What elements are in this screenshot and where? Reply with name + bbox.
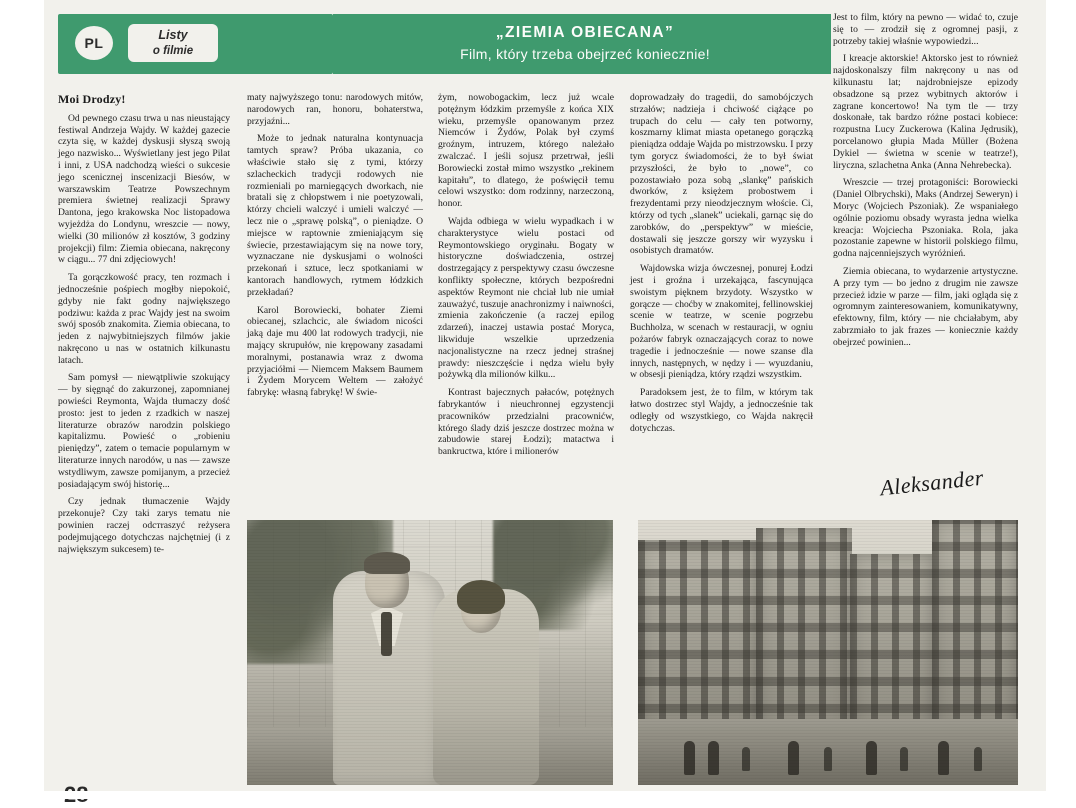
paragraph: Ta gorączkowość pracy, ten rozmach i jednocześnie pośpiech mogłby niepokoić, gdyby nie fakt godny największego podziwu: każda z prac Wajdy jest na swoim swój sposób znakomita. Ziemia obiecana, to jeden z najwybitniejszych filmów jakie nakręcono u nas w ostatnich kilkunastu latach. [58, 272, 230, 366]
text-column-5 [833, 12, 1018, 355]
article-title: „ZIEMIA OBIECANA” [495, 24, 675, 41]
article-title-block [345, 24, 825, 62]
author-signature: Aleksander [878, 464, 985, 501]
paragraph: I kreacje aktorskie! Aktorsko jest to również najdoskonalszy film nakręcony u nas od kilkunastu lat; najdrobniejsze epizody obsadzone są przez wybitnych aktorów i zagrane koncertowo! Na tym tle — trzy doskonałe, tak bardzo różne postaci kobiece: rozpustna Lucy Zuckerowa (Kalina Jędrusik), porcelanowo głupia Mada Müller (Bożena Dykiel — świetna w scenie w teatrze!), liryczna, szlachetna Anka (Anna Nehrebecka). [833, 53, 1018, 171]
paragraph: Ziemia obiecana, to wydarzenie artystyczne. A przy tym — bo jedno z drugim nie zawsze przecież idzie w parze — film, jaki ogląda się z ogromnym zainteresowaniem, komunikatywny, efektowny, film, który — nie chciałabym, aby zabrzmiało to jak frazes — koniecznie każdy obejrzeć powinien... [833, 265, 1018, 348]
paragraph: maty najwyższego tonu: narodowych mitów, narodowych ran, honoru, bohaterstwa, przyjaźni... [247, 92, 423, 127]
paragraph: Czy jednak tłumaczenie Wajdy przekonuje? Czy taki zarys tematu nie powinien raczej odстraszyć reżysera podejmującego dotychczas najchętniej (i z największym sukcesem) te- [58, 496, 230, 555]
article-subtitle: Film, który trzeba obejrzeć koniecznie! [460, 46, 710, 62]
photo-building [756, 528, 852, 740]
text-column-4 [630, 92, 813, 440]
photo-building-windows [932, 520, 1018, 740]
listy-badge-line1: Listy [158, 28, 188, 42]
text-column-2 [247, 92, 423, 405]
photo-figure [708, 741, 719, 775]
photo-figure-woman-hair [457, 580, 505, 614]
paragraph: doprowadzały do tragedii, do samobójczych strzałów; nadzieja i chciwość ciążące po trupach do celu — cały ten potworny, koszmarny klimat miasta opetanego gorączką pieniądza oddaje Wajda po mistrzowsku. I przy tym gorycz świadomości, że to był świat przyszłości, że było to „nowe”, co pozostawiało poza sobą „slankę” pańskich dworków, z księżem probostwem i frezydentami przy nieodzjecznym włoście. Ci, którzy od tych „slanek” uciekali, garnąc się do zarobków, do „perspektyw” w mieście, dostawali się jeszcze gorszy wir wyzysku i osobistych dramatów. [630, 92, 813, 257]
paragraph: Sam pomysł — niewątpliwie szokujący — by sięgnąć do zakurzonej, zapomnianej powieści Reymonta, Wajda tłumaczy dość prosto: jest to jeden z rzadkich w naszej literaturze obrazów narodzin polskiego kapitalizmu. Powieść o „robieniu pieniędzy”, zatem o temacie popularnym w literaturze innych narodów, u nas — zawsze wstydliwym, zawsze pomijanym, a przecież posiadającym swój historię... [58, 372, 230, 490]
country-badge-label: PL [84, 35, 104, 51]
photo-figure [974, 747, 982, 771]
photo-figure [684, 741, 695, 775]
photo-figure [900, 747, 908, 771]
photo-figure-man-tie [381, 612, 392, 656]
paragraph: Wajdowska wizja ówczesnej, ponurej Łodzi jest i groźna i urzekająca, fascynująca swoistym pięknem brzydoty. Wszystko w gorącze — choćby w znakomitej, fellinowskiej scenie w teatrze, w scenie pogrzebu Buchholza, w scenach w restauracji, w ogniu pożarów fabryk oznaczających coraz to nowe tragedie i jednocześnie — nowe szanse dla innych, następnych, w nędzy i — wyuzdaniu, w obsesji pieniądza, który rządzi wszystkim. [630, 263, 813, 381]
photo-building-windows [638, 540, 758, 740]
photo-building [932, 520, 1018, 740]
photo-figure [866, 741, 877, 775]
photo-figure-man-hair [364, 552, 410, 574]
paragraph: Kontrast bajecznych pałaców, potężnych fabrykantów i nieuchronnej egzystencji pracowników przedzialni pracownićw, którego ślady dziś jeszcze dostrzec można w zabudowie starej Łodzi); matactwa i bankructwa, które i milionerów [438, 387, 614, 458]
text-column-3 [438, 92, 614, 464]
photo-figure [788, 741, 799, 775]
photo-couple [247, 520, 613, 785]
paragraph: Jest to film, który na pewno — widać to, czuje się to — zrodził się z ogromnej pasji, z potrzeby takiej właśnie wypowiedzi... [833, 12, 1018, 47]
page-edge-left [0, 0, 44, 799]
photo-figure [824, 747, 832, 771]
paragraph: Paradoksem jest, że to film, w którym tak łatwo dostrzec styl Wajdy, a jednocześnie tak odległy od wszystkiego, co Wajda nakręcił dotychczas. [630, 387, 813, 434]
photo-figure [742, 747, 750, 771]
paragraph: żym, nowobogackim, lecz już wcale potężnym łódzkim przemyśle z końca XIX wieku, przemyśle opanowanym przez Niemców i Żydów, Polak był czymś groźnym, intruzem, którego należało zwalczać. I jeśli sojusz przetrwał, jeśli Borowiecki został mimo wszystko „rekinem kapitału”, to dlatego, że poświęcił temu celowi wszystko: dom rodzinny, narzeczoną, honor. [438, 92, 614, 210]
salutation: Moi Drodzy! [58, 92, 126, 106]
text-column-1 [58, 92, 230, 561]
photo-couple-content [247, 520, 613, 785]
photo-building-windows [756, 528, 852, 740]
photo-street [638, 520, 1018, 785]
paragraph: Od pewnego czasu trwa u nas nieustający festiwal Andrzeja Wajdy. W każdej gazecie czyta się, w każdej dyskusji słyszą swoją jego nazwisko... Wyświetlany jest jego Pilat i inni, z USA nadchodzą wieści o sukcesie jego scenicznej inscenizacji Biesów, w warszawskim Teatrze Powszechnym premiera świetnej realizacji Sprawy Dantona, jego krakowska Noc listopadowa wyjeżdża do Londynu, wreszcie — nowy, wielki (30 milionów zł kosztów, 3 godziny projekcji) film: Ziemia obiecana, nakręcony w ciągu... 77 dni zdjęciowych! [58, 112, 230, 266]
photo-building [850, 554, 934, 740]
listy-badge-line2: o filmie [152, 44, 194, 57]
listy-o-filmie-badge [128, 24, 218, 62]
page-edge-bottom [0, 791, 1076, 799]
paragraph: Karol Borowiecki, bohater Ziemi obiecanej, szlachcic, ale świadom nicości jaką daje mu 400 lat rodowych tradycji, nie mający skrupułów, nie krępowany zasadami moralnymi, postanawia wraz z dwoma przyjaciółmi — Niemcem Maksem Baumem i Żydem Morycem Weltem — założyć fabrykę: własną fabrykę! W świe- [247, 304, 423, 399]
photo-building [638, 540, 758, 740]
photo-street-content [638, 520, 1018, 785]
paragraph: Może to jednak naturalna kontynuacja tamtych spraw? Próba ukazania, co właściwie stało się z tymi, którzy szlacheckich tradycji rodowych nie rozmieniali po marniegących dworkach, nie bratali się z chłopstwem i nie poetyzowali, którzy chcieli walczyć i umieli walczyć — lecz nie o „sprawę polską”, o pieniądze. O miejsce w raptownie zmieniającym się świecie, przestawiającym się na nowe tory, wyznaczane nie dyskusjami o wolności przekonań i sztuce, lecz spotkaniami w kantorach handlowych, rytmem łódzkich przekładań? [247, 133, 423, 298]
paragraph: Wajda odbiega w wielu wypadkach i w charakterystyce wielu postaci od Reymontowskiego oryginału. Bogaty w historyczne doświadczenia, ostrzej dostrzegający z perspektywy czasu ówczesne konflikty społeczne, których bezpośredni aspektów Reymont nie chciał lub nie umiał zauważyć, tuszuje anachronizmy i naiwności, zmienia zakończenie (a raczej epilog zdarzeń), inaczej ustawia postać Moryca, likwiduje wszelkie uprzedzenia nacjonalistyczne na rzecz jednej straśnej prawdy: nieszczęście i nędza wielu były pożywką dla milionów kilku... [438, 215, 614, 381]
page-edge-right [1046, 0, 1076, 799]
photo-building-windows [850, 554, 934, 740]
country-badge [75, 26, 113, 60]
photo-figure [938, 741, 949, 775]
paragraph: Wreszcie — trzej protagoniści: Borowiecki (Daniel Olbrychski), Maks (Andrzej Seweryn) i Moryc (Wojciech Pszoniak). Ze wspaniałego ogólnie poziomu obsady wyrasta jedna wielka kreacja: Wojciecha Pszoniaka. Rola, jaka pozostanie zapewne w historii polskiego filmu, godna najcenniejszych wyróżnień. [833, 177, 1018, 260]
